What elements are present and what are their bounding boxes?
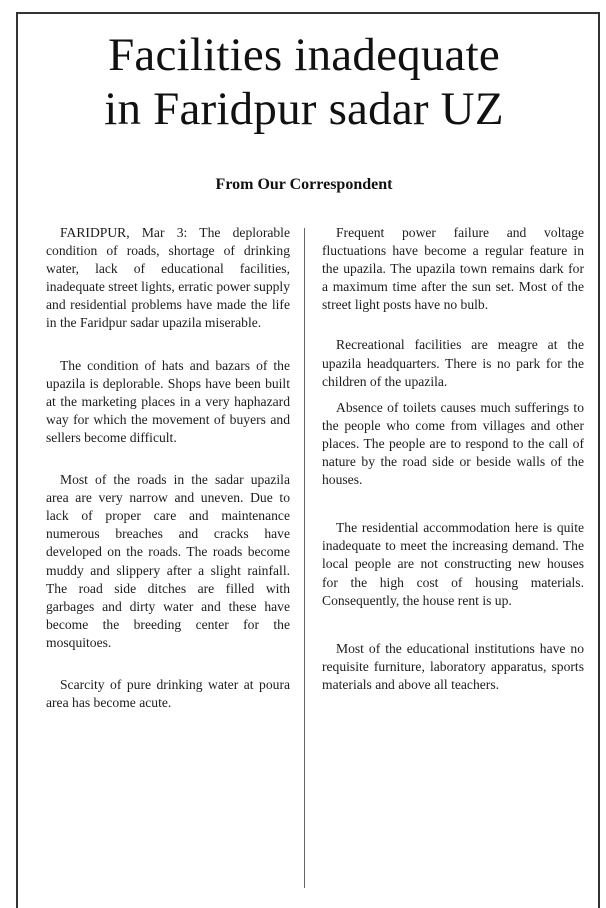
paragraph: FARIDPUR, Mar 3: The deplorable condition of roads, shortage of drinking water, lack of educational facilities, inadequate street lights, erratic power supply and residential problems have made the life in the Faridpur sadar upazila miserable. (46, 225, 290, 331)
paragraph: The condition of hats and bazars of the upazila is deplorable. Shops have been built at the marketing places in a very haphazard way for which the movement of buyers and sellers become difficult. (46, 357, 290, 445)
paragraph: Absence of toilets causes much sufferings to the people who come from villages and other places. The people are to respond to the call of nature by the road side or beside walls of the houses. (322, 399, 584, 488)
paragraph: Recreational facilities are meagre at the upazila headquarters. There is no park for the children of the upazila. (322, 337, 584, 389)
headline-line-1: Facilities inadequate (108, 29, 500, 81)
paragraph: Most of the roads in the sadar upazila area are very narrow and uneven. Due to lack of proper care and maintenance numerous breaches and cracks have developed on the roads. The roads become muddy and slippery after a slight rainfall. The road side ditches are filled with garbages and dirty water and these have become the breeding center for the mosquitoes. (46, 472, 290, 650)
column-divider (304, 228, 305, 888)
right-column (322, 224, 584, 694)
paragraph: Most of the educational institutions have no requisite furniture, laboratory apparatus, sports materials and above all teachers. (322, 640, 584, 692)
paragraph: The residential accommodation here is quite inadequate to meet the increasing demand. The local people are not constructing new houses for the high cost of housing materials. Consequently, the house rent is up. (322, 520, 584, 608)
headline (24, 28, 584, 136)
paragraph: Frequent power failure and voltage fluctuations have become a regular feature in the upazila. The upazila town remains dark for a maximum time after the sun set. Most of the street light posts have no bulb. (322, 225, 584, 313)
headline-line-2: in Faridpur sadar UZ (104, 83, 504, 135)
left-column (46, 224, 290, 712)
byline: From Our Correspondent (215, 176, 393, 193)
paragraph: Scarcity of pure drinking water at poura area has become acute. (46, 676, 290, 711)
